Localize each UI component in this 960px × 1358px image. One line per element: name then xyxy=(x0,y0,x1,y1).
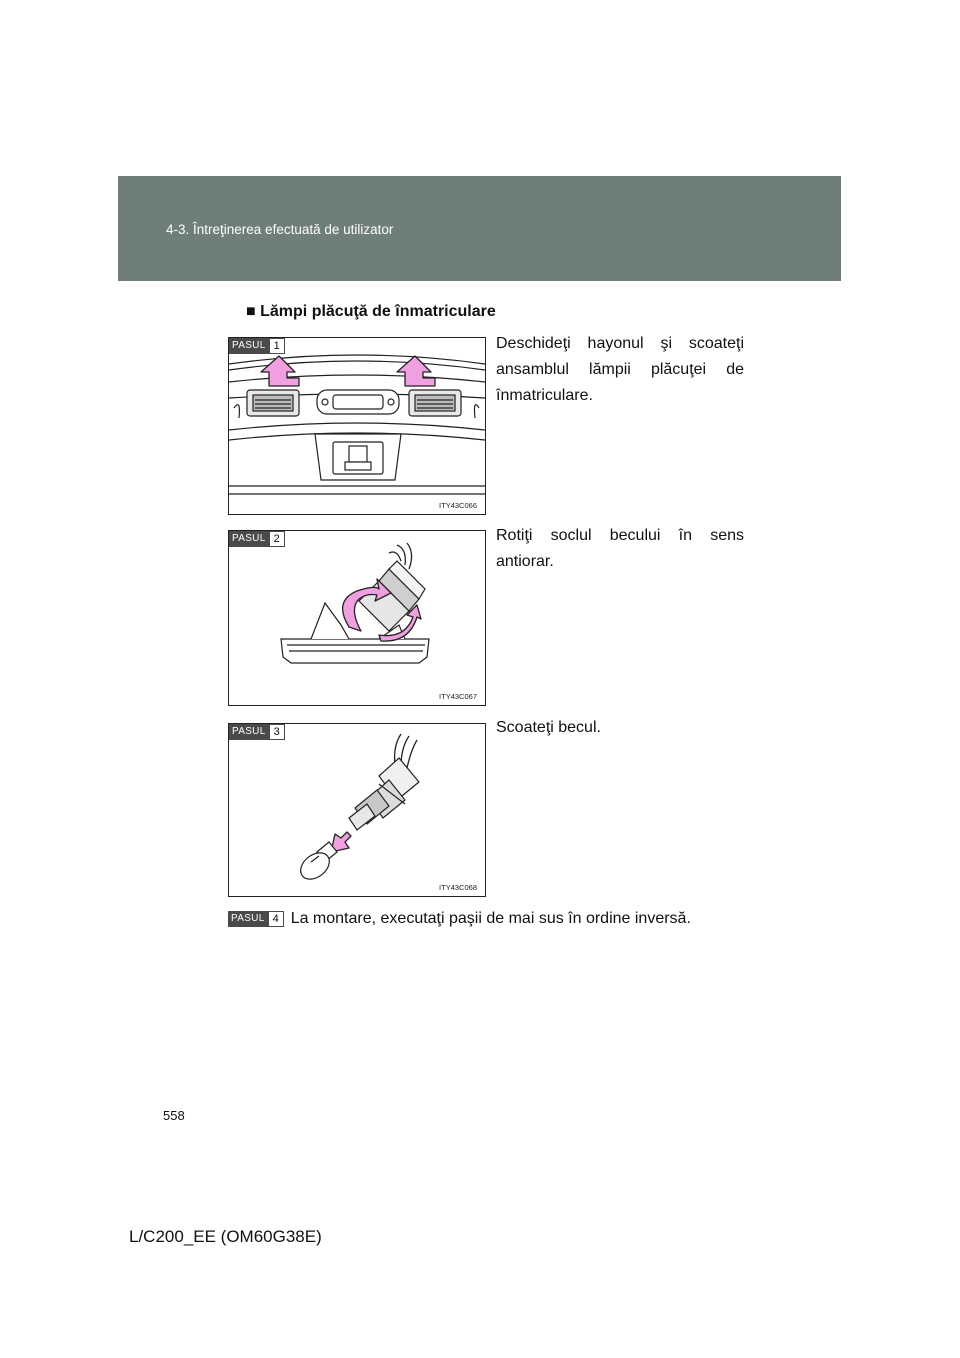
figure-code: ITY43C067 xyxy=(439,692,477,701)
step-badge-4: PASUL 4 xyxy=(228,911,284,927)
document-code: L/C200_EE (OM60G38E) xyxy=(129,1227,322,1246)
step-4 xyxy=(228,910,691,928)
figure-step-1 xyxy=(228,337,486,515)
step-3-text: Scoateţi becul. xyxy=(496,719,601,736)
figure-code: ITY43C066 xyxy=(439,501,477,510)
bulb-socket-rotation-illustration xyxy=(229,531,485,705)
step-4-text: La montare, executaţi paşii de mai sus în ordine inversă. xyxy=(290,910,691,927)
figure-step-3 xyxy=(228,723,486,897)
step-badge-2: PASUL 2 xyxy=(229,531,285,547)
bullet-icon: ■ xyxy=(246,303,256,320)
step-badge-3: PASUL 3 xyxy=(229,724,285,740)
figure-code: ITY43C068 xyxy=(439,883,477,892)
page-number: 558 xyxy=(163,1108,185,1123)
section-title: 4-3. Întreţinerea efectuată de utilizator xyxy=(166,222,394,237)
step-1-text: Deschideţi hayonul şi scoateţi ansamblul lămpii plăcuţei de înmatriculare. xyxy=(496,335,744,404)
step-badge-1: PASUL 1 xyxy=(229,338,285,354)
chapter-header-band xyxy=(118,176,841,281)
subsection-title: ■ Lămpi plăcuţă de înmatriculare xyxy=(246,303,496,320)
bulb-removal-illustration xyxy=(229,724,485,896)
figure-step-2 xyxy=(228,530,486,706)
license-plate-lamp-assembly-illustration xyxy=(229,338,485,514)
step-2-text: Rotiţi soclul becului în sens antiorar. xyxy=(496,527,744,570)
